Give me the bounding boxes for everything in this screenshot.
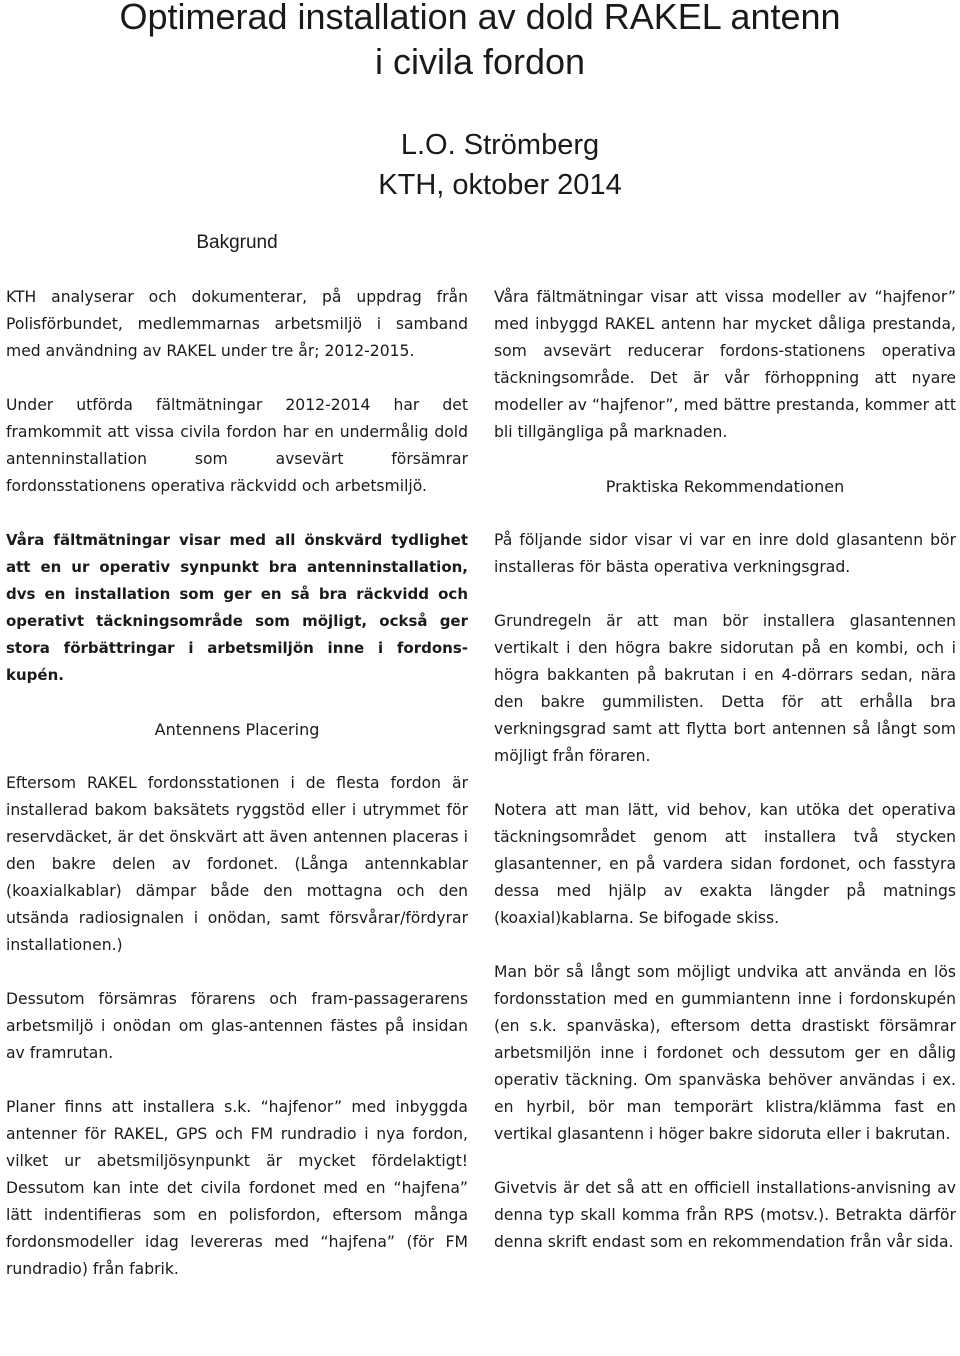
paragraph-background-1: KTH analyserar och dokumenterar, på uppdrag från Polisförbundet, medlemmarnas arbetsmiljö i samband med användning av RAKEL under tre år; 2012-2015. (6, 288, 468, 360)
left-column (6, 284, 468, 1310)
heading-practical-recommendations: Praktiska Rekommendationen (605, 477, 845, 496)
author-name: L.O. Strömberg (400, 129, 600, 161)
right-column (494, 284, 956, 1283)
paragraph-recommendation-4: Man bör så långt som möjligt undvika att använda en lös fordonsstation med en gummiantenn inne i fordonskupén (en s.k. spanväska), eftersom detta drastiskt försämrar arbetsmiljön inne i fordonet och dessutom ger en dålig operativ täckning. Om spanväska behöver användas i ex. en hyrbil, bör man temporärt klistra/klämma fast en vertikal glasantenn i höger bakre sidoruta eller i bakrutan. (494, 963, 956, 1143)
paragraph-findings-bold: Våra fältmätningar visar med all önskvärd tydlighet att en ur operativ synpunkt bra antenninstallation, dvs en installation som ger en så bra räckvidd och operativt täckningsområde som möjligt, också ger stora förbättringar i arbetsmiljön inne i fordons-kupén. (6, 531, 468, 684)
paragraph-placement-2: Dessutom försämras förarens och fram-passagerarens arbetsmiljö i onödan om glas-antennen fästes på insidan av framrutan. (6, 990, 468, 1062)
paragraph-placement-1: Eftersom RAKEL fordonsstationen i de flesta fordon är installerad bakom baksätets ryggstöd eller i utrymmet för reservdäcket, är det önskvärt att även antennen placeras i den bakre delen av fordonet. (Långa antennkablar (koaxialkablar) dämpar både den mottagna och den utsända radiosignalen i onödan, samt försvårar/fördyrar installationen.) (6, 774, 468, 954)
paragraph-background-2: Under utförda fältmätningar 2012-2014 har det framkommit att vissa civila fordon har en undermålig dold antenninstallation som avsevärt försämrar fordonsstationens operativa räckvidd och arbetsmiljö. (6, 396, 468, 495)
heading-background: Bakgrund (196, 232, 278, 253)
title-line-1: Optimerad installation av dold RAKEL antenn (119, 0, 841, 37)
author-affiliation: KTH, oktober 2014 (378, 169, 622, 201)
document-title (0, 0, 960, 84)
paragraph-recommendation-3: Notera att man lätt, vid behov, kan utöka det operativa täckningsområdet genom att installera två stycken glasantenner, en på vardera sidan fordonet, och fasstyra dessa med hjälp av exakta längder på matnings (koaxial)kablarna. Se bifogade skiss. (494, 801, 956, 927)
paragraph-recommendation-1: På följande sidor visar vi var en inre dold glasantenn bör installeras för bästa operativa verkningsgrad. (494, 531, 956, 576)
heading-antenna-placement: Antennens Placering (154, 720, 320, 739)
paragraph-recommendation-2: Grundregeln är att man bör installera glasantennen vertikalt i den högra bakre sidorutan på en kombi, och i högra bakkanten på bakrutan i en 4-dörrars sedan, nära den bakre gummilisten. Detta för att erhålla bra verkningsgrad samt att flytta bort antennen så långt som möjligt från föraren. (494, 612, 956, 765)
paragraph-placement-3: Planer finns att installera s.k. “hajfenor” med inbyggda antenner för RAKEL, GPS och FM rundradio i nya fordon, vilket ur abetsmiljösynpunkt är mycket fördelaktigt! Dessutom kan inte det civila fordonet med en “hajfena” lätt indentifieras som en polisfordon, eftersom många fordonsmodeller idag levereras med “hajfena” (för FM rundradio) från fabrik. (6, 1098, 468, 1278)
paragraph-sharkfin: Våra fältmätningar visar att vissa modeller av “hajfenor” med inbyggd RAKEL antenn har mycket dåliga prestanda, som avsevärt reducerar fordons-stationens operativa täckningsområde. Det är vår förhoppning att nyare modeller av “hajfenor”, med bättre prestanda, kommer att bli tillgängliga på marknaden. (494, 288, 956, 441)
paragraph-recommendation-5: Givetvis är det så att en officiell installations-anvisning av denna typ skall komma från RPS (motsv.). Betrakta därför denna skrift endast som en rekommendation från vår sida. (494, 1179, 956, 1251)
title-line-2: i civila fordon (374, 41, 586, 82)
author-block (0, 125, 960, 205)
